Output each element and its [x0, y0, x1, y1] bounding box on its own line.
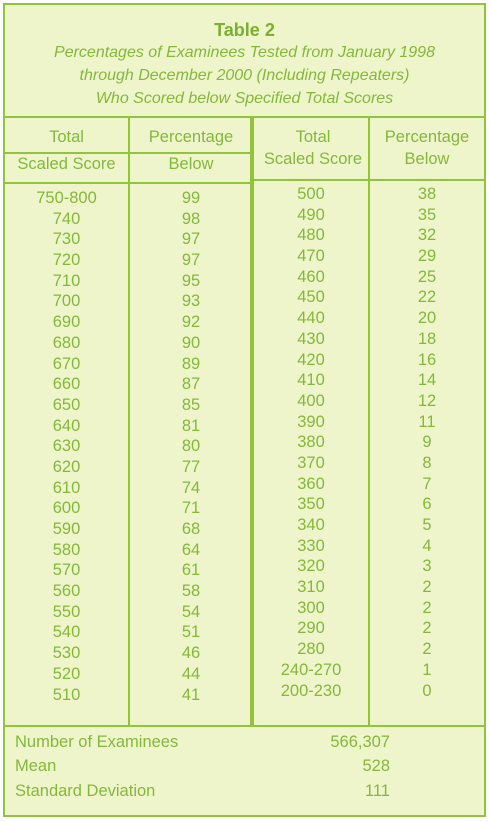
left-score-cell: 640	[52, 416, 81, 435]
left-score-cell: 670	[52, 354, 81, 373]
right-percentage-cell: 2	[422, 578, 432, 597]
table-title: Table 2	[214, 20, 275, 40]
right-percentage-cell: 2	[422, 619, 432, 638]
left-percentage-cell: 61	[181, 561, 201, 580]
right-score-cell: 430	[297, 329, 325, 348]
left-score-cell: 750-800	[36, 189, 97, 207]
right-score-cell: 310	[297, 578, 325, 597]
left-score-cell: 610	[52, 478, 81, 497]
left-percentage-cell: 97	[181, 230, 201, 249]
left-score-cell: 720	[52, 251, 81, 270]
right-score-cell: 200-230	[280, 681, 342, 700]
right-score-cell: 340	[297, 516, 325, 534]
right-score-cell: 330	[297, 536, 325, 555]
left-percentage-cell: 81	[181, 416, 201, 435]
left-percentage-cell: 68	[181, 520, 201, 538]
left-percentage-cell: 71	[181, 499, 201, 518]
right-percentage-cell: 11	[418, 412, 436, 431]
left-percentage-cell: 85	[181, 395, 201, 414]
right-percentage-cell: 25	[417, 267, 437, 286]
right-score-cell: 300	[297, 598, 325, 617]
header-left-percentage-line2: Below	[168, 155, 214, 173]
header-right-percentage-line1: Percentage	[384, 128, 470, 146]
left-score-cell: 710	[52, 271, 81, 290]
left-score-cell: 680	[52, 333, 81, 352]
summary-sd-value: 111	[364, 782, 390, 800]
right-score-column	[254, 184, 368, 701]
right-percentage-cell: 32	[417, 226, 437, 245]
left-percentage-cell: 51	[181, 623, 201, 642]
right-percentage-cell: 3	[422, 557, 432, 576]
left-percentage-cell: 98	[181, 209, 201, 228]
right-score-cell: 500	[297, 185, 325, 203]
right-percentage-cell: 29	[417, 247, 437, 266]
left-percentage-cell: 93	[181, 292, 201, 311]
right-score-cell: 440	[297, 309, 325, 328]
left-percentage-cell: 58	[181, 582, 201, 601]
header-left-percentage	[130, 126, 252, 175]
table-caption	[5, 5, 484, 118]
header-left-percentage-line1: Percentage	[148, 128, 234, 146]
left-percentage-cell: 87	[181, 375, 201, 394]
left-percentage-cell: 74	[181, 478, 201, 497]
right-score-cell: 390	[297, 412, 325, 431]
left-percentage-cell: 46	[181, 644, 201, 663]
right-score-cell: 400	[297, 391, 325, 410]
right-percentage-cell: 2	[422, 598, 432, 617]
left-score-cell: 630	[52, 437, 81, 456]
left-score-column	[5, 188, 128, 705]
right-score-cell: 350	[297, 495, 325, 514]
left-score-cell: 570	[52, 561, 81, 580]
left-percentage-cell: 80	[181, 437, 201, 456]
summary-top-rule	[5, 725, 484, 727]
header-left-score	[5, 126, 128, 175]
right-percentage-cell: 16	[417, 350, 437, 369]
right-percentage-cell: 35	[417, 205, 437, 224]
left-score-cell: 730	[52, 230, 81, 249]
right-percentage-cell: 2	[422, 640, 432, 659]
right-score-cell: 410	[297, 371, 325, 390]
left-score-cell: 580	[52, 540, 81, 559]
right-percentage-cell: 20	[417, 309, 437, 328]
right-percentage-cell: 38	[417, 185, 437, 203]
score-table	[3, 3, 486, 817]
left-score-cell: 650	[52, 395, 81, 414]
right-score-cell: 370	[297, 453, 325, 472]
right-score-cell: 380	[297, 433, 325, 452]
left-percentage-cell: 64	[181, 540, 201, 559]
summary-sd-label: Standard Deviation	[15, 782, 156, 800]
right-percentage-cell: 4	[422, 536, 432, 555]
right-percentage-cell: 12	[417, 391, 437, 410]
header-left-score-line2: Scaled Score	[17, 155, 116, 173]
summary-mean-label: Mean	[15, 757, 57, 775]
left-percentage-cell: 89	[181, 354, 201, 373]
left-percentage-cell: 44	[181, 664, 201, 683]
header-right-percentage-line2: Below	[404, 150, 450, 168]
right-percentage-cell: 9	[422, 433, 432, 452]
right-score-cell: 420	[297, 350, 325, 369]
table-subtitle-line-1: Percentages of Examinees Tested from January 1998	[54, 44, 435, 61]
right-percentage-cell: 18	[417, 329, 437, 348]
right-percentage-cell: 22	[417, 288, 437, 307]
right-percentage-cell: 1	[422, 660, 432, 679]
left-score-cell: 700	[52, 292, 81, 311]
right-score-cell: 240-270	[280, 660, 342, 679]
right-percentage-cell: 14	[417, 371, 437, 390]
left-score-cell: 620	[52, 457, 81, 476]
table-subtitle-line-2: through December 2000 (Including Repeaters)	[79, 67, 410, 84]
left-percentage-cell: 99	[181, 189, 201, 207]
left-score-cell: 600	[52, 499, 81, 518]
left-percentage-cell: 90	[181, 333, 201, 352]
right-score-cell: 470	[297, 247, 325, 266]
left-score-cell: 560	[52, 582, 81, 601]
right-score-cell: 480	[297, 226, 325, 245]
left-score-cell: 530	[52, 644, 81, 663]
left-percentage-cell: 95	[181, 271, 201, 290]
right-score-cell: 490	[297, 205, 325, 224]
right-percentage-cell: 6	[422, 495, 432, 514]
right-score-cell: 280	[297, 640, 325, 659]
left-score-cell: 690	[52, 313, 81, 332]
left-score-cell: 540	[52, 623, 81, 642]
right-score-cell: 360	[297, 474, 325, 493]
left-percentage-cell: 77	[181, 457, 201, 476]
left-percentage-cell: 92	[181, 313, 201, 332]
left-score-cell: 510	[52, 685, 81, 704]
left-score-cell: 590	[52, 520, 81, 538]
left-score-cell: 740	[52, 209, 81, 228]
left-percentage-cell: 54	[181, 602, 201, 621]
header-right-score-line2: Scaled Score	[263, 150, 363, 168]
right-percentage-cell: 8	[422, 453, 432, 472]
right-percentage-cell: 5	[422, 516, 432, 534]
header-left-score-line1: Total	[49, 128, 84, 146]
left-score-cell: 520	[52, 664, 81, 683]
right-percentage-cell: 7	[422, 474, 432, 493]
summary-mean-value: 528	[362, 757, 390, 775]
summary-examinees-label: Number of Examinees	[15, 733, 179, 751]
left-score-cell: 660	[52, 375, 81, 394]
right-score-cell: 320	[297, 557, 325, 576]
left-score-cell: 550	[52, 602, 81, 621]
right-percentage-column	[370, 184, 484, 701]
right-percentage-cell: 0	[422, 681, 432, 700]
header-right-score-line1: Total	[295, 128, 331, 146]
right-score-cell: 450	[297, 288, 325, 307]
left-percentage-cell: 41	[181, 685, 201, 704]
left-percentage-column	[130, 188, 252, 705]
header-right-score	[256, 126, 370, 170]
right-score-cell: 460	[297, 267, 325, 286]
right-score-cell: 290	[297, 619, 325, 638]
left-percentage-cell: 97	[181, 251, 201, 270]
table-subtitle-line-3: Who Scored below Specified Total Scores	[95, 90, 394, 107]
summary-examinees-value: 566,307	[330, 733, 390, 751]
header-right-percentage	[370, 126, 484, 170]
